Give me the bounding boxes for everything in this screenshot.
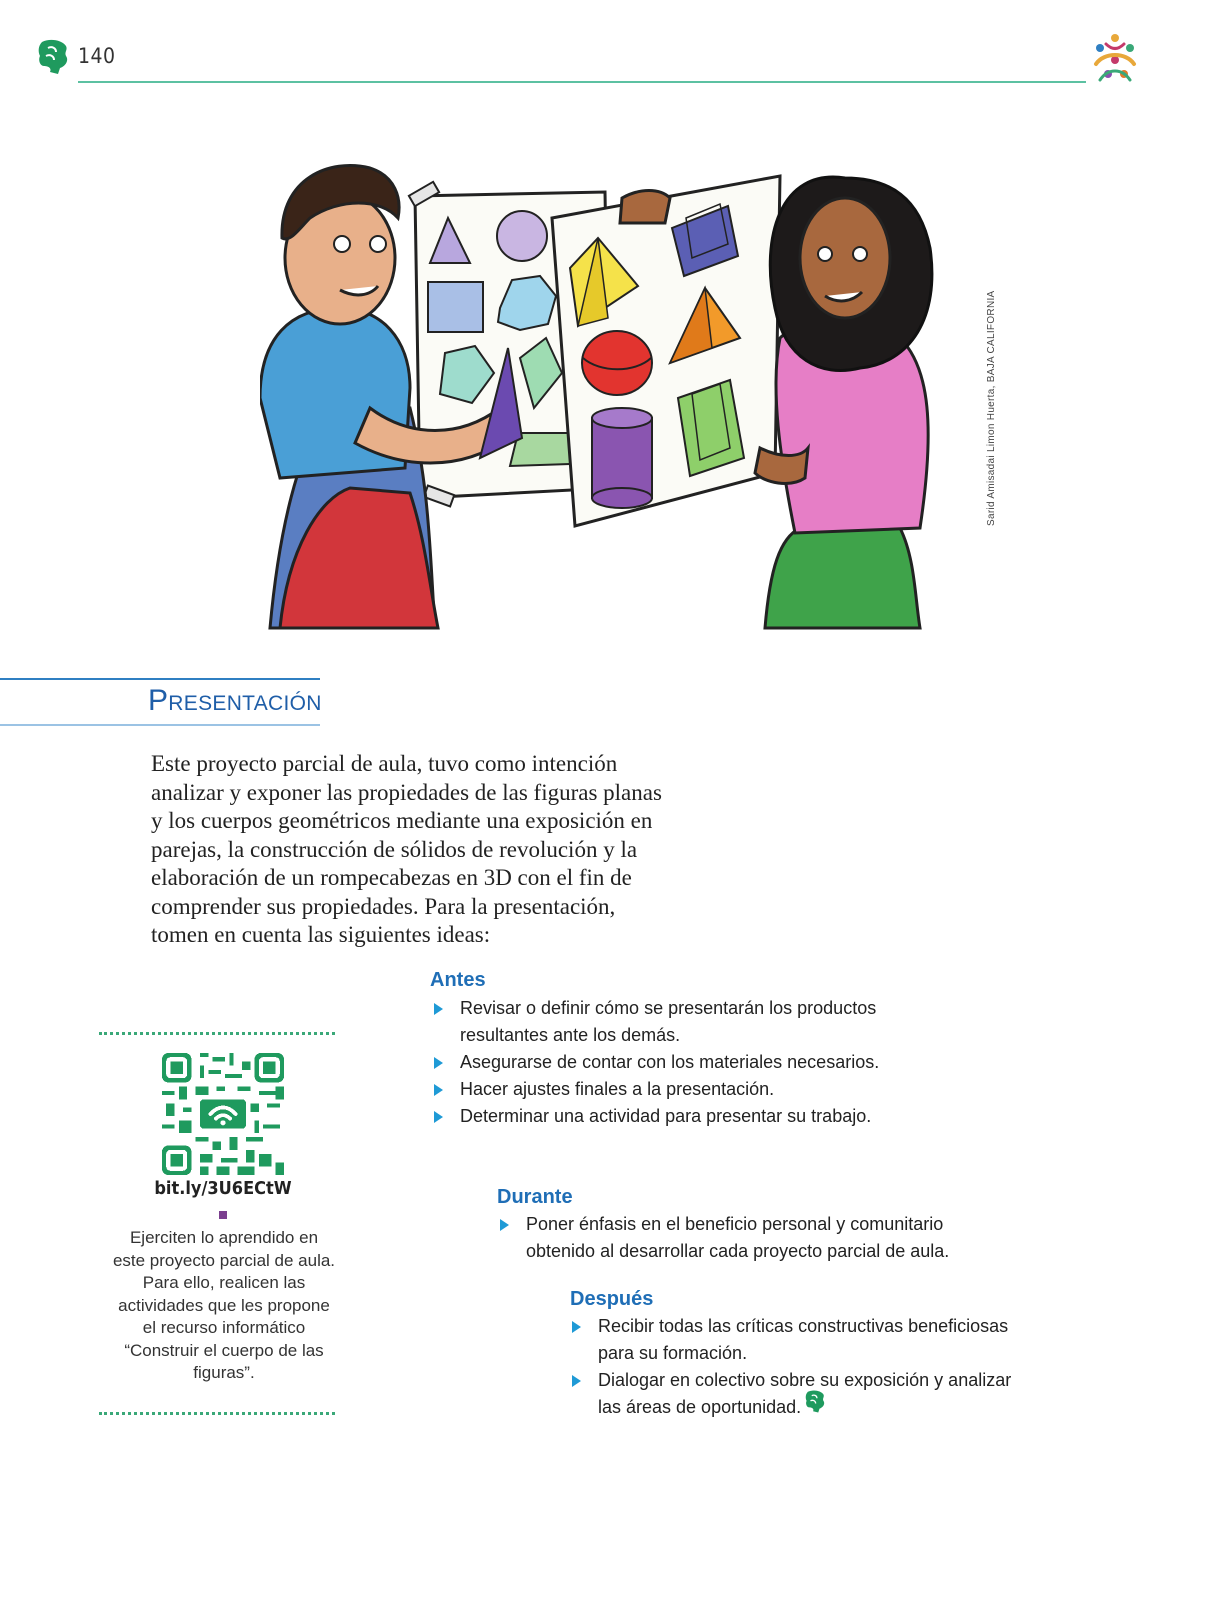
phase-title-durante: Durante — [497, 1186, 573, 1208]
list-item: Recibir todas las críticas constructivas beneficiosas para su formación. — [570, 1313, 1020, 1367]
solids-poster — [552, 176, 780, 526]
students-illustration — [260, 158, 980, 638]
phase-title-antes: Antes — [430, 969, 486, 991]
qr-code-icon[interactable] — [162, 1053, 284, 1175]
bullet-arrow-icon — [434, 1057, 443, 1069]
despues-list — [570, 1313, 1020, 1421]
project-logo-icon — [36, 38, 70, 76]
qr-box-rule-top — [99, 1032, 335, 1035]
bullet-arrow-icon — [572, 1375, 581, 1387]
project-logo-icon — [804, 1389, 826, 1414]
bullet-arrow-icon — [500, 1219, 509, 1231]
qr-separator-dot — [219, 1211, 227, 1219]
list-item: Hacer ajustes finales a la presentación. — [432, 1076, 902, 1103]
list-item: Dialogar en colectivo sobre su exposición y analizar las áreas de oportunidad. — [570, 1367, 1020, 1421]
qr-box-rule-bottom — [99, 1412, 335, 1415]
phase-title-despues: Después — [570, 1288, 654, 1310]
intro-paragraph: Este proyecto parcial de aula, tuvo como intención analizar y exponer las propiedades de las figuras planas y los cuerpos geométricos mediante una exposición en parejas, la construcción de sólidos de revolución y la elaboración de un rompecabezas en 3D con el fin de comprender sus propiedades. Para la presentación, tomen en cuenta las siguientes ideas: — [151, 751, 662, 947]
bullet-arrow-icon — [434, 1111, 443, 1123]
list-item: Revisar o definir cómo se presentarán los productos resultantes ante los demás. — [432, 995, 902, 1049]
bullet-arrow-icon — [572, 1321, 581, 1333]
list-item: Asegurarse de contar con los materiales necesarios. — [432, 1049, 902, 1076]
section-rule-top — [0, 678, 320, 680]
section-title: Presentación — [148, 684, 322, 717]
illustration-credit: Sarid Amisadai Limon Huerta, BAJA CALIFORNIA — [986, 290, 997, 526]
durante-list — [498, 1211, 968, 1265]
qr-description: Ejerciten lo aprendido en este proyecto parcial de aula. Para ello, realicen las actividades que les propone el recurso informático “Construir el cuerpo de las figuras”. — [112, 1228, 336, 1382]
ornament-icon — [1086, 30, 1144, 88]
bullet-arrow-icon — [434, 1003, 443, 1015]
header-rule — [78, 81, 1086, 83]
section-rule-bottom — [0, 724, 320, 726]
page-number: 140 — [78, 44, 116, 68]
list-item: Poner énfasis en el beneficio personal y comunitario obtenido al desarrollar cada proyecto parcial de aula. — [498, 1211, 968, 1265]
list-item: Determinar una actividad para presentar su trabajo. — [432, 1103, 902, 1130]
antes-list — [432, 995, 902, 1130]
qr-link[interactable]: bit.ly/3U6ECtW — [154, 1178, 292, 1199]
bullet-arrow-icon — [434, 1084, 443, 1096]
